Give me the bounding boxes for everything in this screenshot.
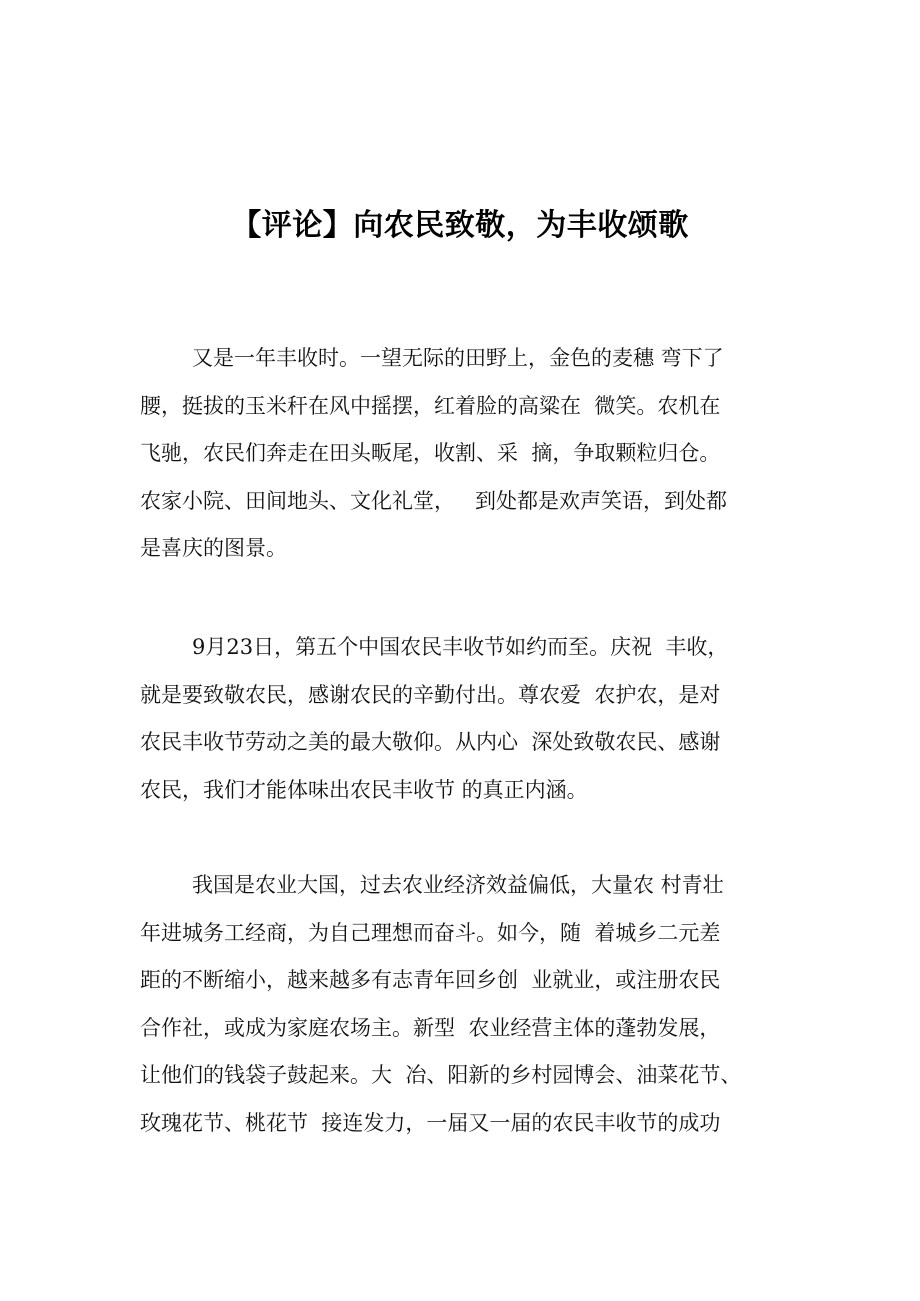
paragraph-line: 农家小院、田间地头、文化礼堂， 到处都是欢声笑语，到处都	[140, 488, 728, 513]
paragraph-line: 距的不断缩小，越来越多有志青年回乡创 业就业，或注册农民	[140, 968, 721, 992]
article-title: 【评论】向农民致敬，为丰收颂歌	[231, 208, 689, 243]
paragraph-2	[140, 624, 790, 814]
paragraph-line: 9月23日，第五个中国农民丰收节如约而至。庆祝 丰收，	[192, 635, 729, 659]
paragraph-line: 腰，挺拔的玉米秆在风中摇摆，红着脸的高粱在 微笑。农机在	[140, 393, 721, 418]
paragraph-line: 让他们的钱袋子鼓起来。大 冶、阳新的乡村园博会、油菜花节、	[140, 1063, 742, 1087]
paragraph-line: 农民，我们才能体味出农民丰收节 的真正内涵。	[140, 777, 588, 802]
paragraph-3	[140, 862, 790, 1147]
paragraph-line: 玫瑰花节、桃花节 接连发力，一届又一届的农民丰收节的成功	[140, 1110, 721, 1135]
paragraph-line: 年进城务工经商，为自己理想而奋斗。如今，随 着城乡二元差	[140, 920, 721, 945]
paragraph-line: 我国是农业大国，过去农业经济效益偏低，大量农 村青壮	[192, 873, 724, 897]
paragraph-line: 就是要致敬农民，感谢农民的辛勤付出。尊农爱 农护农，是对	[140, 682, 721, 707]
paragraph-line: 是喜庆的图景。	[140, 536, 287, 560]
paragraph-line: 农民丰收节劳动之美的最大敬仰。从内心 深处致敬农民、感谢	[140, 730, 721, 754]
paragraph-line: 合作社，或成为家庭农场主。新型 农业经营主体的蓬勃发展，	[140, 1015, 721, 1040]
paragraph-line: 又是一年丰收时。一望无际的田野上，金色的麦穗 弯下了	[192, 346, 724, 370]
paragraph-1	[140, 335, 790, 573]
paragraph-line: 飞驰，农民们奔走在田头畈尾，收割、采 摘，争取颗粒归仓。	[140, 441, 721, 465]
